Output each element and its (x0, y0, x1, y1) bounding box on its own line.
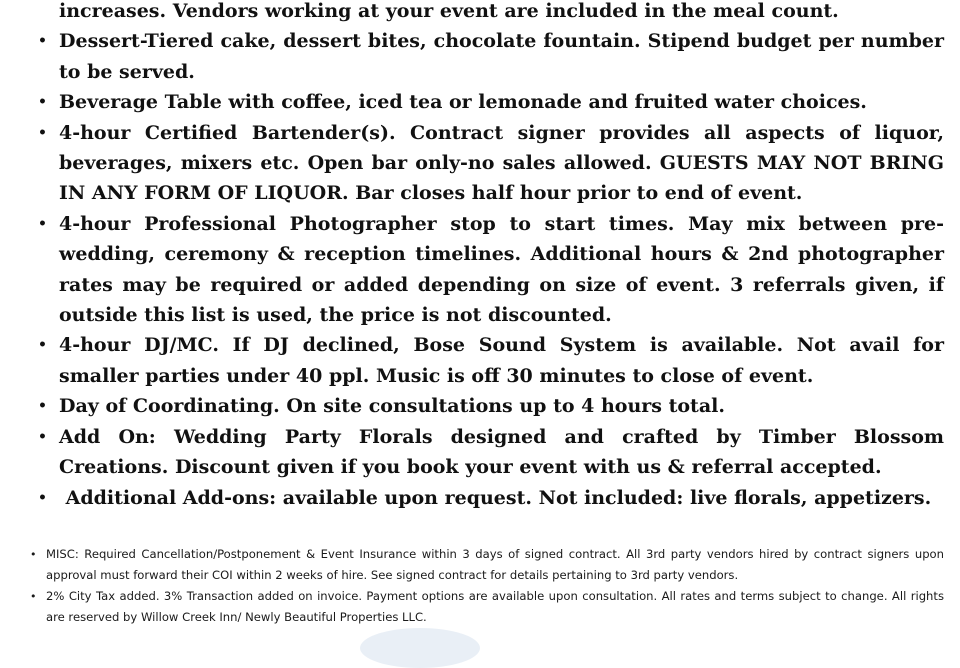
bullet-icon: • (30, 548, 37, 561)
bullet-icon: • (38, 33, 47, 50)
misc-note-text: 2% City Tax added. 3% Transaction added on invoice. Payment options are available upon consultation. All rates and terms subject to change. All rights are reserved by Willow Creek Inn/ Newly Beautiful Properties LLC. (46, 589, 944, 624)
list-item-beverage (32, 87, 944, 117)
beverage-text: Beverage Table with coffee, iced tea or lemonade and fruited water choices. (59, 91, 867, 114)
bartender-text: 4-hour Certified Bartender(s). Contract signer provides all aspects of liquor, beverages, mixers etc. Open bar only-no sales allowed. (59, 121, 944, 175)
list-item-photographer (32, 209, 944, 331)
misc-note (28, 586, 944, 628)
addons-text: Additional Add-ons: available upon request. Not included: live florals, appetizers. (65, 486, 932, 509)
bullet-icon: • (38, 428, 47, 445)
services-list (32, 0, 944, 513)
bartender-tail: Bar closes half hour prior to end of event. (355, 182, 803, 205)
photographer-text: 4-hour Professional Photographer stop to start times. May mix between pre-wedding, ceremony & reception timelines. Additional hours & 2nd photographer rates may be required or added depending on size of event. 3 referrals given, if outside this list is used, the price is not discounted. (59, 212, 944, 327)
bartender-warning: GUESTS MAY NOT BRING IN ANY FORM OF LIQUOR. (59, 152, 944, 205)
misc-note-text: MISC: Required Cancellation/Postponement & Event Insurance within 3 days of signed contract. All 3rd party vendors hired by contract signers upon approval must forward their COI within 2 weeks of hire. See signed contract for details pertaining to 3rd party vendors. (46, 547, 944, 582)
misc-note (28, 544, 944, 586)
bullet-icon: • (38, 215, 47, 232)
list-item-dessert (32, 26, 944, 87)
list-item-coordinating (32, 391, 944, 421)
bullet-icon: • (38, 398, 47, 415)
bullet-icon: • (38, 94, 47, 111)
decorative-watercolor (360, 628, 480, 668)
coordinating-text: Day of Coordinating. On site consultations up to 4 hours total. (59, 395, 725, 418)
list-item-addons (32, 483, 944, 513)
dessert-text: Dessert-Tiered cake, dessert bites, chocolate fountain. Stipend budget per number to be served. (59, 30, 944, 83)
bullet-icon: • (38, 489, 47, 506)
meal-continuation (32, 0, 944, 26)
florals-text: Add On: Wedding Party Florals designed and crafted by Timber Blossom Creations. Discount given if you book your event with us & referral accepted. (59, 425, 944, 479)
meal-continuation-text: increases. Vendors working at your event are included in the meal count. (59, 0, 839, 22)
list-item-dj (32, 330, 944, 391)
bullet-icon: • (38, 337, 47, 354)
list-item-florals (32, 422, 944, 483)
dj-text: 4-hour DJ/MC. If DJ declined, Bose Sound System is available. Not avail for smaller parties under 40 ppl. Music is off 30 minutes to close of event. (59, 334, 944, 387)
bullet-icon: • (30, 590, 37, 603)
list-item-bartender (32, 118, 944, 209)
misc-notes-list (28, 544, 944, 628)
bullet-icon: • (38, 124, 47, 141)
